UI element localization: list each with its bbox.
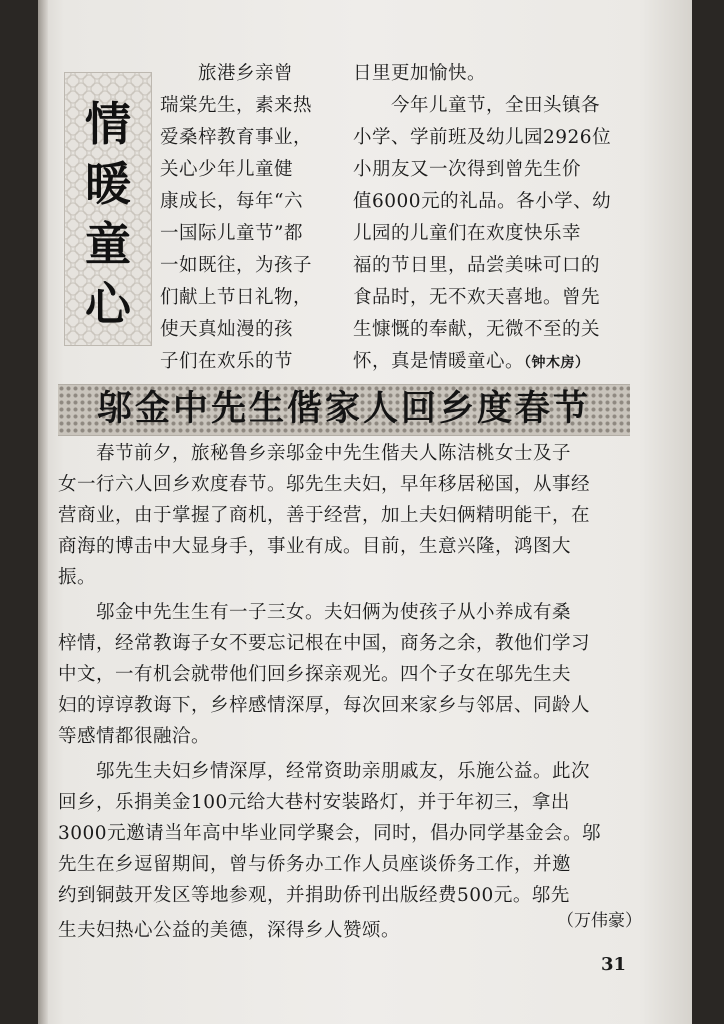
text-line-last (353, 346, 611, 378)
body-line: 春节前夕，旅秘鲁乡亲邬金中先生偕夫人陈洁桃女士及子 (58, 443, 572, 464)
page-binding-edge (38, 0, 48, 1024)
article2-author: （万伟豪） (557, 911, 642, 931)
text-line: 今年儿童节，全田头镇各 (353, 95, 601, 116)
seal-char-3: 童 (85, 217, 131, 271)
text-line: 关心少年儿童健 (160, 159, 294, 180)
article1-author: （钟木房） (524, 355, 590, 371)
text-line: 一如既往，为孩子 (160, 255, 313, 276)
article1-left-column (160, 58, 312, 378)
seal-char-4: 心 (85, 277, 131, 331)
text-line: 子们在欢乐的节 (160, 351, 294, 372)
text-line: 儿园的儿童们在欢度快乐幸 (353, 223, 582, 244)
text-line: 食品时，无不欢天喜地。曾先 (353, 287, 601, 308)
body-line: 回乡，乐捐美金100元给大巷村安装路灯，并于年初三，拿出 (58, 792, 570, 813)
page-number: 31 (601, 954, 627, 975)
text-line: 们献上节日礼物， (160, 287, 313, 308)
seal-char-2: 暖 (85, 157, 131, 211)
body-line: 邬先生夫妇乡情深厚，经常资助亲朋戚友，乐施公益。此次 (58, 761, 591, 782)
text-fragment: 怀，真是情暖童心。 (353, 351, 525, 372)
text-line: 使天真灿漫的孩 (160, 319, 294, 340)
article2-title: 邬金中先生偕家人回乡度春节 (96, 389, 591, 429)
body-line: 商海的博击中大显身手，事业有成。目前，生意兴隆，鸿图大 (58, 536, 572, 557)
body-line: 等感情都很融洽。 (58, 726, 211, 747)
text-line: 小学、学前班及幼儿园2926位 (353, 127, 612, 148)
body-line: 3000元邀请当年高中毕业同学聚会，同时，倡办同学基金会。邬 (58, 823, 602, 844)
text-line: 康成长，每年“六 (160, 191, 303, 212)
article1-right-column (353, 58, 611, 378)
body-line: 振。 (58, 567, 97, 588)
body-line: 约到铜鼓开发区等地参观，并捐助侨刊出版经费500元。邬先 (58, 885, 570, 906)
text-line: 日里更加愉快。 (353, 63, 487, 84)
text-line: 值6000元的礼品。各小学、幼 (353, 191, 612, 212)
body-line: 邬金中先生生有一子三女。夫妇俩为使孩子从小养成有桑 (58, 602, 572, 623)
text-line: 生慷慨的奉献，无微不至的关 (353, 319, 601, 340)
body-line: 营商业，由于掌握了商机，善于经营，加上夫妇俩精明能干，在 (58, 505, 591, 526)
text-line: 小朋友又一次得到曾先生价 (353, 159, 582, 180)
body-line: 女一行六人回乡欢度春节。邬先生夫妇，早年移居秘国，从事经 (58, 474, 591, 495)
body-line: 妇的谆谆教诲下，乡梓感情深厚，每次回来家乡与邻居、同龄人 (58, 695, 591, 716)
text-line: 瑞棠先生，素来热 (160, 95, 313, 116)
seal-char-1: 情 (85, 97, 131, 151)
title-seal-box (64, 72, 152, 346)
text-line: 爱桑梓教育事业， (160, 127, 313, 148)
body-line: 中文，一有机会就带他们回乡探亲观光。四个子女在邬先生夫 (58, 664, 572, 685)
body-line: 先生在乡逗留期间，曾与侨务办工作人员座谈侨务工作，并邀 (58, 854, 572, 875)
text-line: 旅港乡亲曾 (160, 63, 294, 84)
text-line: 一国际儿童节”都 (160, 223, 303, 244)
body-line: 梓情，经常教诲子女不要忘记根在中国，商务之余，教他们学习 (58, 633, 591, 654)
text-line: 福的节日里，品尝美味可口的 (353, 255, 601, 276)
body-line: 生夫妇热心公益的美德，深得乡人赞颂。 (58, 920, 401, 941)
